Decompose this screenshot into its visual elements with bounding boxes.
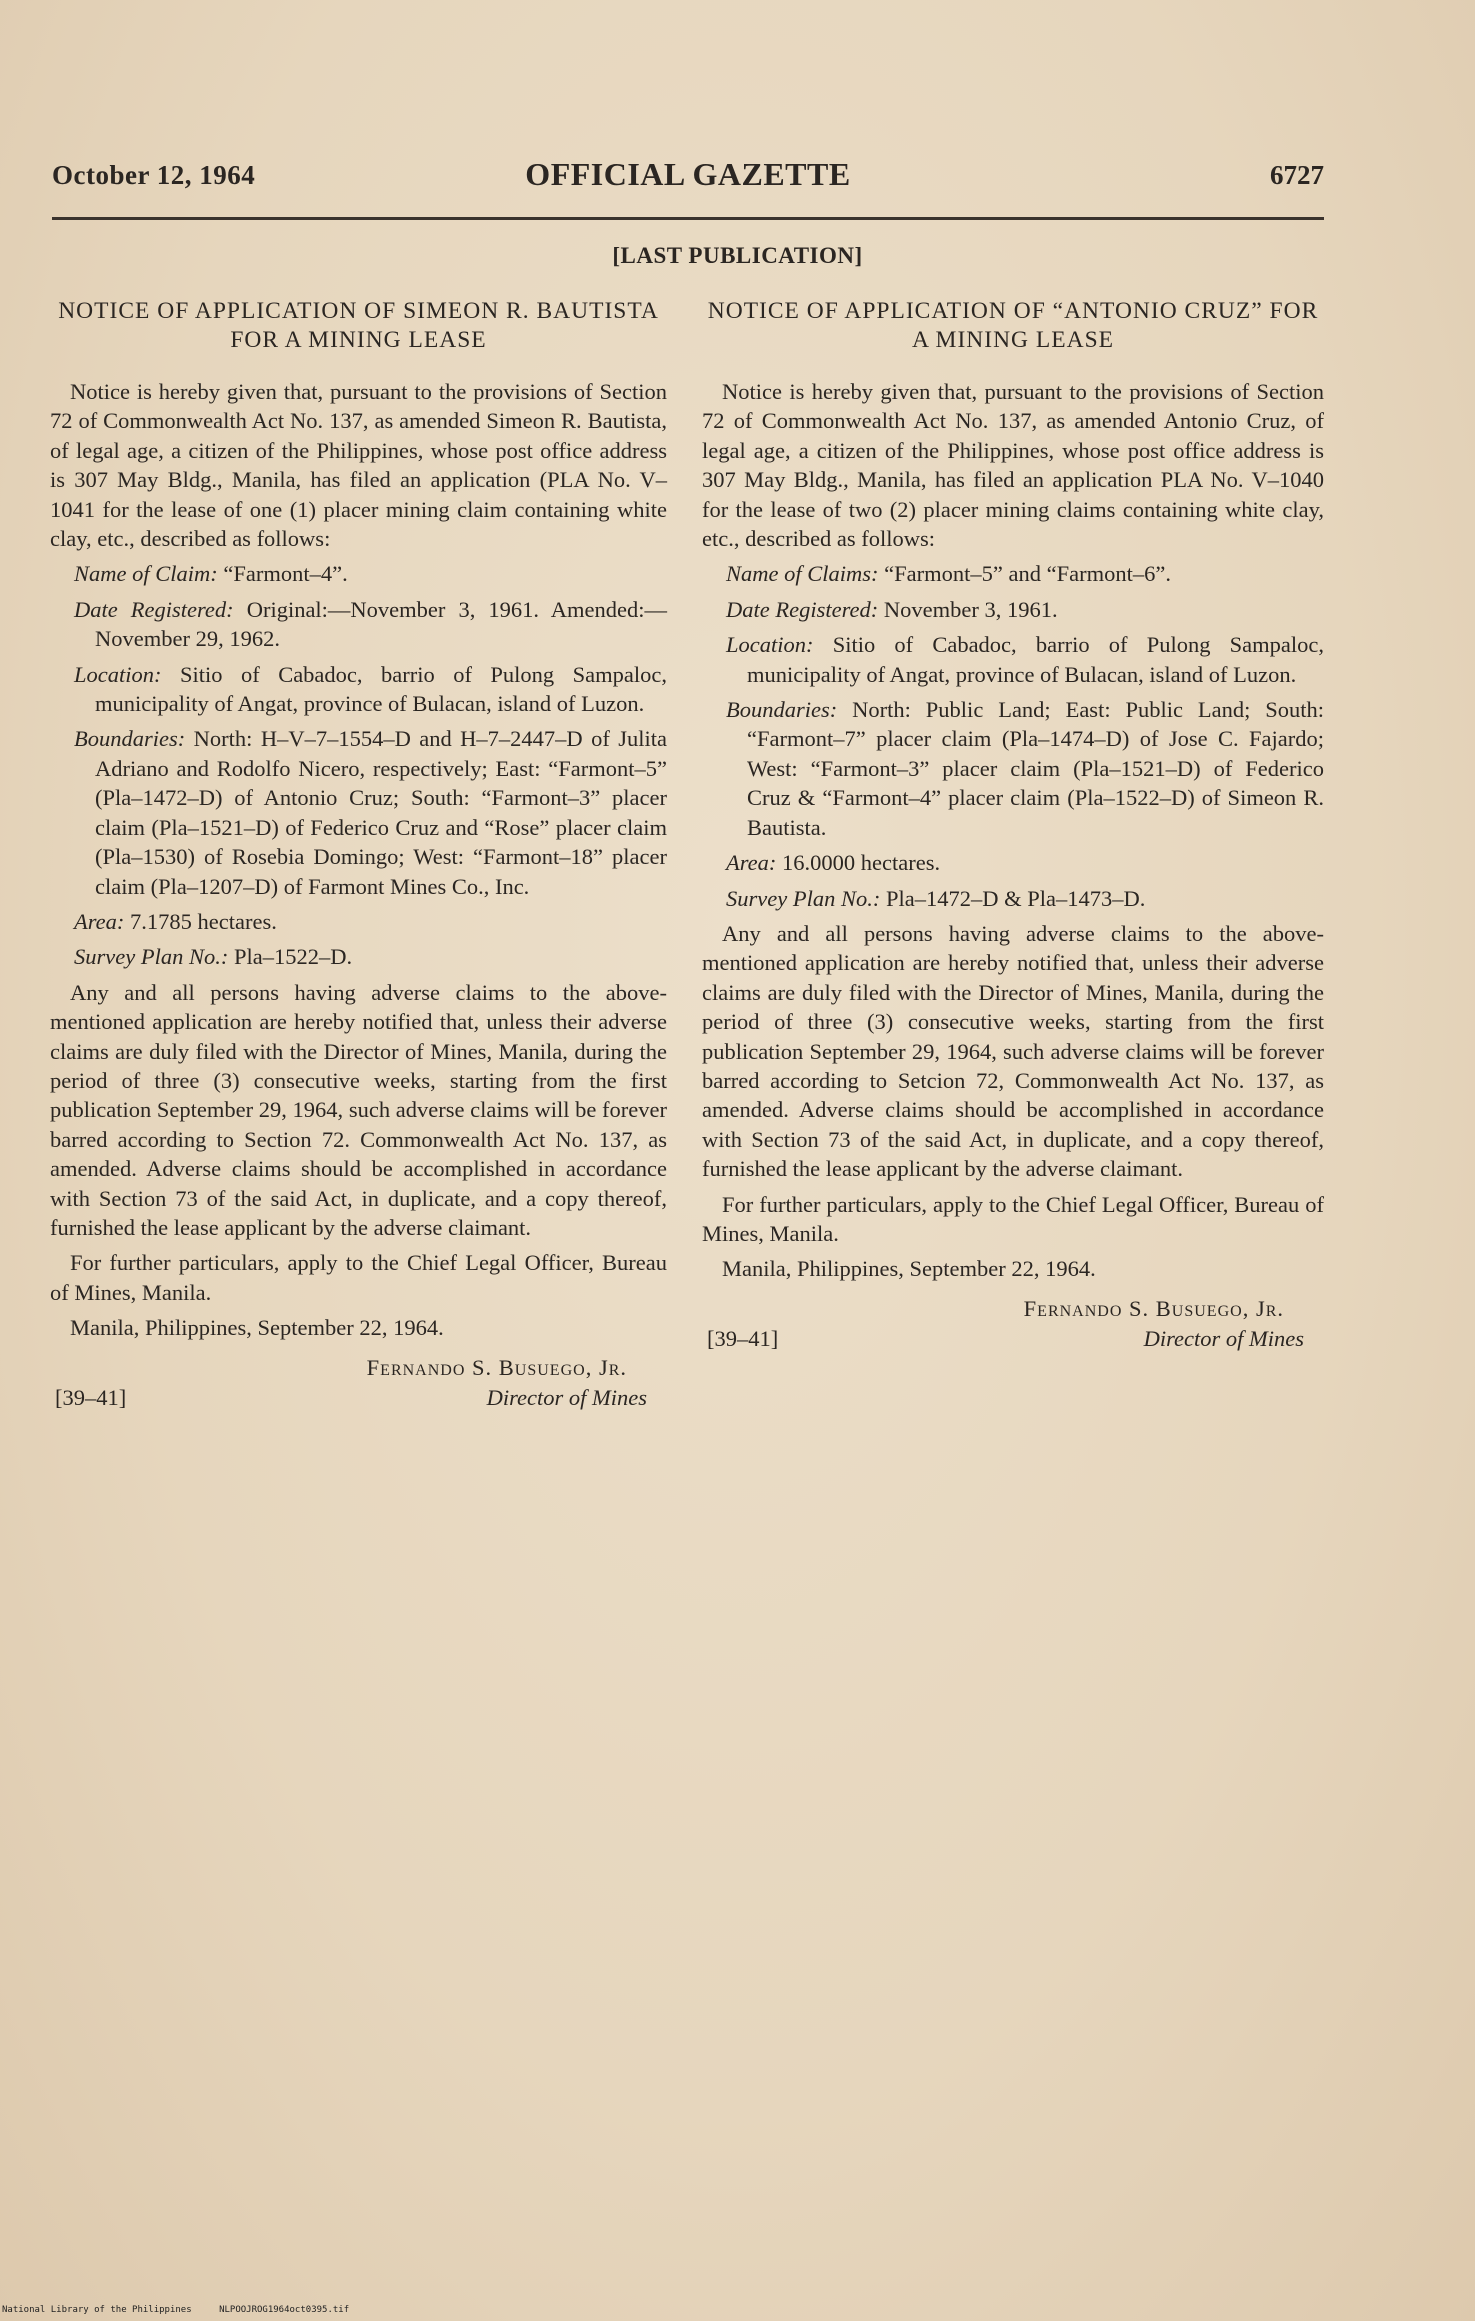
section-label: [LAST PUBLICATION] — [612, 243, 863, 268]
notice-right — [702, 297, 1324, 1374]
item-text: “Farmont–5” and “Farmont–6”. — [884, 561, 1171, 587]
page-header — [52, 156, 1324, 200]
item-text: 7.1785 hectares. — [130, 908, 277, 934]
location — [702, 630, 1324, 689]
date-registered — [702, 595, 1324, 624]
signatory-title: Director of Mines — [486, 1384, 647, 1410]
item-text: North: H–V–7–1554–D and H–7–2447–D of Julita Adriano and Rodolfo Nicero, respectively; East: “Farmont–5” (Pla–1472–D) of Antonio Cruz; South: “Farmont–3” placer claim (Pla–1521–D) of Federico Cruz and “Rose” placer claim (Pla–1530) of Rosebia Domingo; West: “Farmont–18” placer claim (Pla–1207–D) of Farmont Mines Co., Inc. — [95, 726, 667, 899]
footer-file: NLPOOJROG1964oct0395.tif — [219, 2305, 350, 2315]
item-label: Name of Claim: — [74, 561, 218, 587]
dateline: Manila, Philippines, September 22, 1964. — [70, 1315, 444, 1341]
notice-intro: Notice is hereby given that, pursuant to the provisions of Section 72 of Commonwealth Act No. 137, as amended Antonio Cruz, of legal age, a citizen of the Philippines, whose post office address is 307 May Bldg., Manila, has filed an application PLA No. V–1040 for the lease of two (2) placer mining claims containing white clay, etc., described as follows: — [702, 379, 1324, 552]
item-label: Survey Plan No.: — [726, 885, 881, 911]
item-label: Name of Claims: — [726, 561, 879, 587]
item-text: North: Public Land; East: Public Land; South: “Farmont–7” placer claim (Pla–1474–D) of Jose C. Fajardo; West: “Farmont–3” placer claim (Pla–1521–D) of Federico Cruz & “Farmont–4” placer claim (Pla–1522–D) of Simeon R. Bautista. — [747, 697, 1325, 840]
particulars-paragraph: For further particulars, apply to the Chief Legal Officer, Bureau of Mines, Manila. — [50, 1250, 667, 1305]
notice-intro: Notice is hereby given that, pursuant to the provisions of Section 72 of Commonwealth Act No. 137, as amended Simeon R. Bautista, of legal age, a citizen of the Philippines, whose post office address is 307 May Bldg., Manila, has filed an application (PLA No. V–1041 for the lease of one (1) placer mining claim containing white clay, etc., described as follows: — [50, 379, 667, 552]
claim-name — [702, 559, 1324, 588]
signatory-title: Director of Mines — [1143, 1325, 1304, 1351]
item-label: Location: — [74, 661, 162, 687]
item-label: Date Registered: — [74, 596, 234, 622]
item-label: Area: — [726, 850, 777, 876]
survey-plan — [702, 884, 1324, 913]
item-text: Original:—November 3, 1961. Amended:—November 29, 1962. — [95, 596, 667, 652]
scan-footer — [2, 2305, 371, 2315]
claim-name — [50, 559, 667, 588]
item-text: 16.0000 hectares. — [782, 850, 941, 876]
header-page-number: 6727 — [1270, 160, 1324, 190]
item-label: Area: — [74, 908, 125, 934]
date-registered — [50, 595, 667, 654]
location — [50, 660, 667, 719]
item-text: Sitio of Cabadoc, barrio of Pulong Sampaloc, municipality of Angat, province of Bulacan, island of Luzon. — [95, 661, 668, 717]
boundaries — [50, 724, 667, 900]
signatory-name: Fernando S. Busuego, Jr. — [1023, 1295, 1284, 1321]
item-label: Survey Plan No.: — [74, 944, 229, 970]
item-label: Boundaries: — [726, 697, 838, 723]
item-text: Pla–1472–D & Pla–1473–D. — [885, 885, 1146, 911]
notice-title: NOTICE OF APPLICATION OF SIMEON R. BAUTISTA FOR A MINING LEASE — [58, 298, 659, 353]
publication-ref: [39–41] — [707, 1325, 779, 1351]
item-text: November 3, 1961. — [883, 596, 1058, 622]
signature-block — [702, 1294, 1324, 1374]
item-text: “Farmont–4”. — [223, 561, 348, 587]
item-text: Sitio of Cabadoc, barrio of Pulong Sampaloc, municipality of Angat, province of Bulacan, island of Luzon. — [747, 632, 1324, 687]
header-date: October 12, 1964 — [52, 160, 256, 190]
area — [702, 848, 1324, 877]
publication-ref: [39–41] — [55, 1384, 127, 1410]
area — [50, 907, 667, 936]
signature-block — [50, 1353, 667, 1433]
survey-plan — [50, 942, 667, 971]
notice-left — [50, 297, 667, 1433]
adverse-claims-paragraph: Any and all persons having adverse claims to the above-mentioned application are hereby notified that, unless their adverse claims are duly filed with the Director of Mines, Manila, during the period of three (3) consecutive weeks, starting from the first publication September 29, 1964, such adverse claims will be forever barred according to Section 72. Commonwealth Act No. 137, as amended. Adverse claims should be accomplished in accordance with Section 73 of the said Act, in duplicate, and a copy thereof, furnished the lease applicant by the adverse claimant. — [50, 979, 667, 1240]
header-rule — [52, 217, 1324, 220]
boundaries — [702, 695, 1324, 842]
signatory-name: Fernando S. Busuego, Jr. — [366, 1354, 627, 1380]
item-text: Pla–1522–D. — [233, 944, 353, 970]
notice-title: NOTICE OF APPLICATION OF “ANTONIO CRUZ” FOR A MINING LEASE — [707, 298, 1319, 353]
particulars-paragraph: For further particulars, apply to the Chief Legal Officer, Bureau of Mines, Manila. — [702, 1191, 1324, 1246]
footer-library: National Library of the Philippines — [2, 2305, 192, 2315]
header-title: OFFICIAL GAZETTE — [525, 156, 851, 192]
item-label: Boundaries: — [74, 726, 186, 752]
item-label: Date Registered: — [726, 596, 879, 622]
adverse-claims-paragraph: Any and all persons having adverse claims to the above-mentioned application are hereby notified that, unless their adverse claims are duly filed with the Director of Mines, Manila, during the period of three (3) consecutive weeks, starting from the first publication September 29, 1964, such adverse claims will be forever barred according to Setcion 72, Commonwealth Act No. 137, as amended. Adverse claims should be accomplished in accordance with Section 73 of the said Act, in duplicate, and a copy thereof, furnished the lease applicant by the adverse claimant. — [702, 920, 1324, 1182]
dateline: Manila, Philippines, September 22, 1964. — [722, 1256, 1096, 1282]
item-label: Location: — [726, 632, 814, 658]
